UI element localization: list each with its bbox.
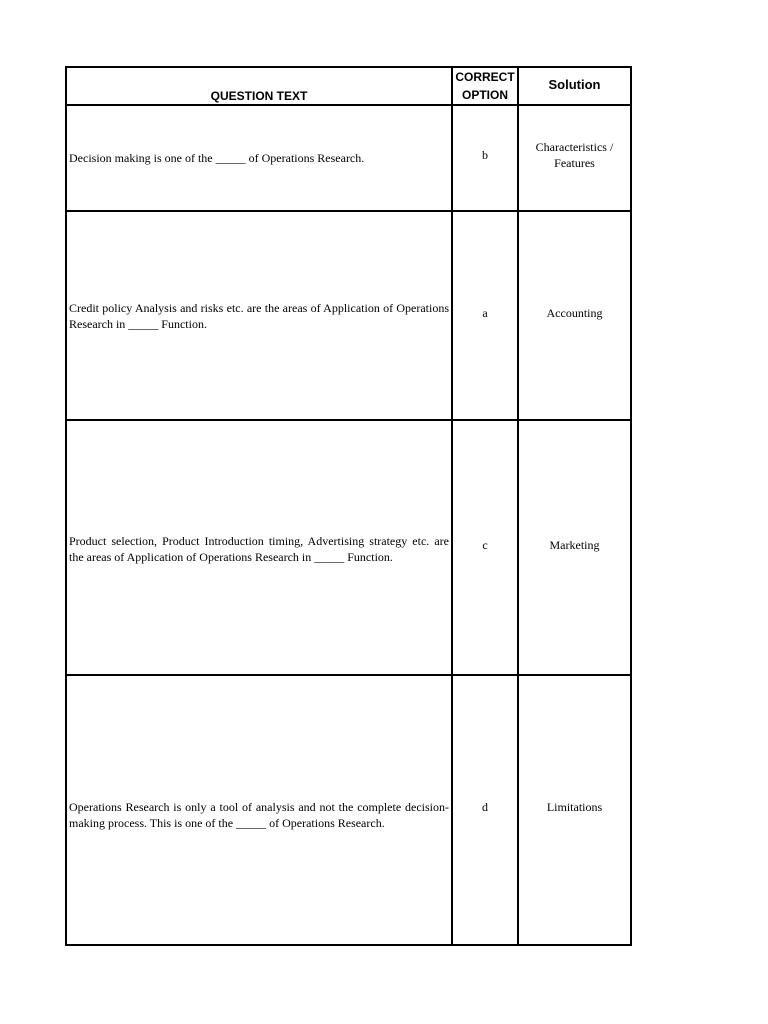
solution-cell: Limitations [518,675,631,945]
option-cell: b [452,105,518,211]
question-cell: Decision making is one of the _____ of Operations Research. [66,105,452,211]
solution-cell: Accounting [518,211,631,420]
solution-line1: Characteristics / [535,140,614,154]
header-correct-option [452,67,518,105]
question-cell: Credit policy Analysis and risks etc. are the areas of Application of Operations Research in _____ Function. [66,211,452,420]
question-table [65,66,632,946]
table-row [66,675,631,945]
table-row [66,420,631,675]
header-solution: Solution [518,67,631,105]
solution-cell: Marketing [518,420,631,675]
header-row [66,67,631,105]
header-correct-line2: OPTION [461,88,508,102]
solution-cell [518,105,631,211]
question-cell: Product selection, Product Introduction timing, Advertising strategy etc. are the areas of Application of Operations Research in _____ Function. [66,420,452,675]
header-correct-line1: CORRECT [455,70,515,84]
table-row [66,105,631,211]
table-row [66,211,631,420]
option-cell: a [452,211,518,420]
question-cell: Operations Research is only a tool of analysis and not the complete decision-making process. This is one of the _____ of Operations Research. [66,675,452,945]
solution-line2: Features [554,156,595,170]
header-question-text: QUESTION TEXT [66,67,452,105]
option-cell: d [452,675,518,945]
option-cell: c [452,420,518,675]
